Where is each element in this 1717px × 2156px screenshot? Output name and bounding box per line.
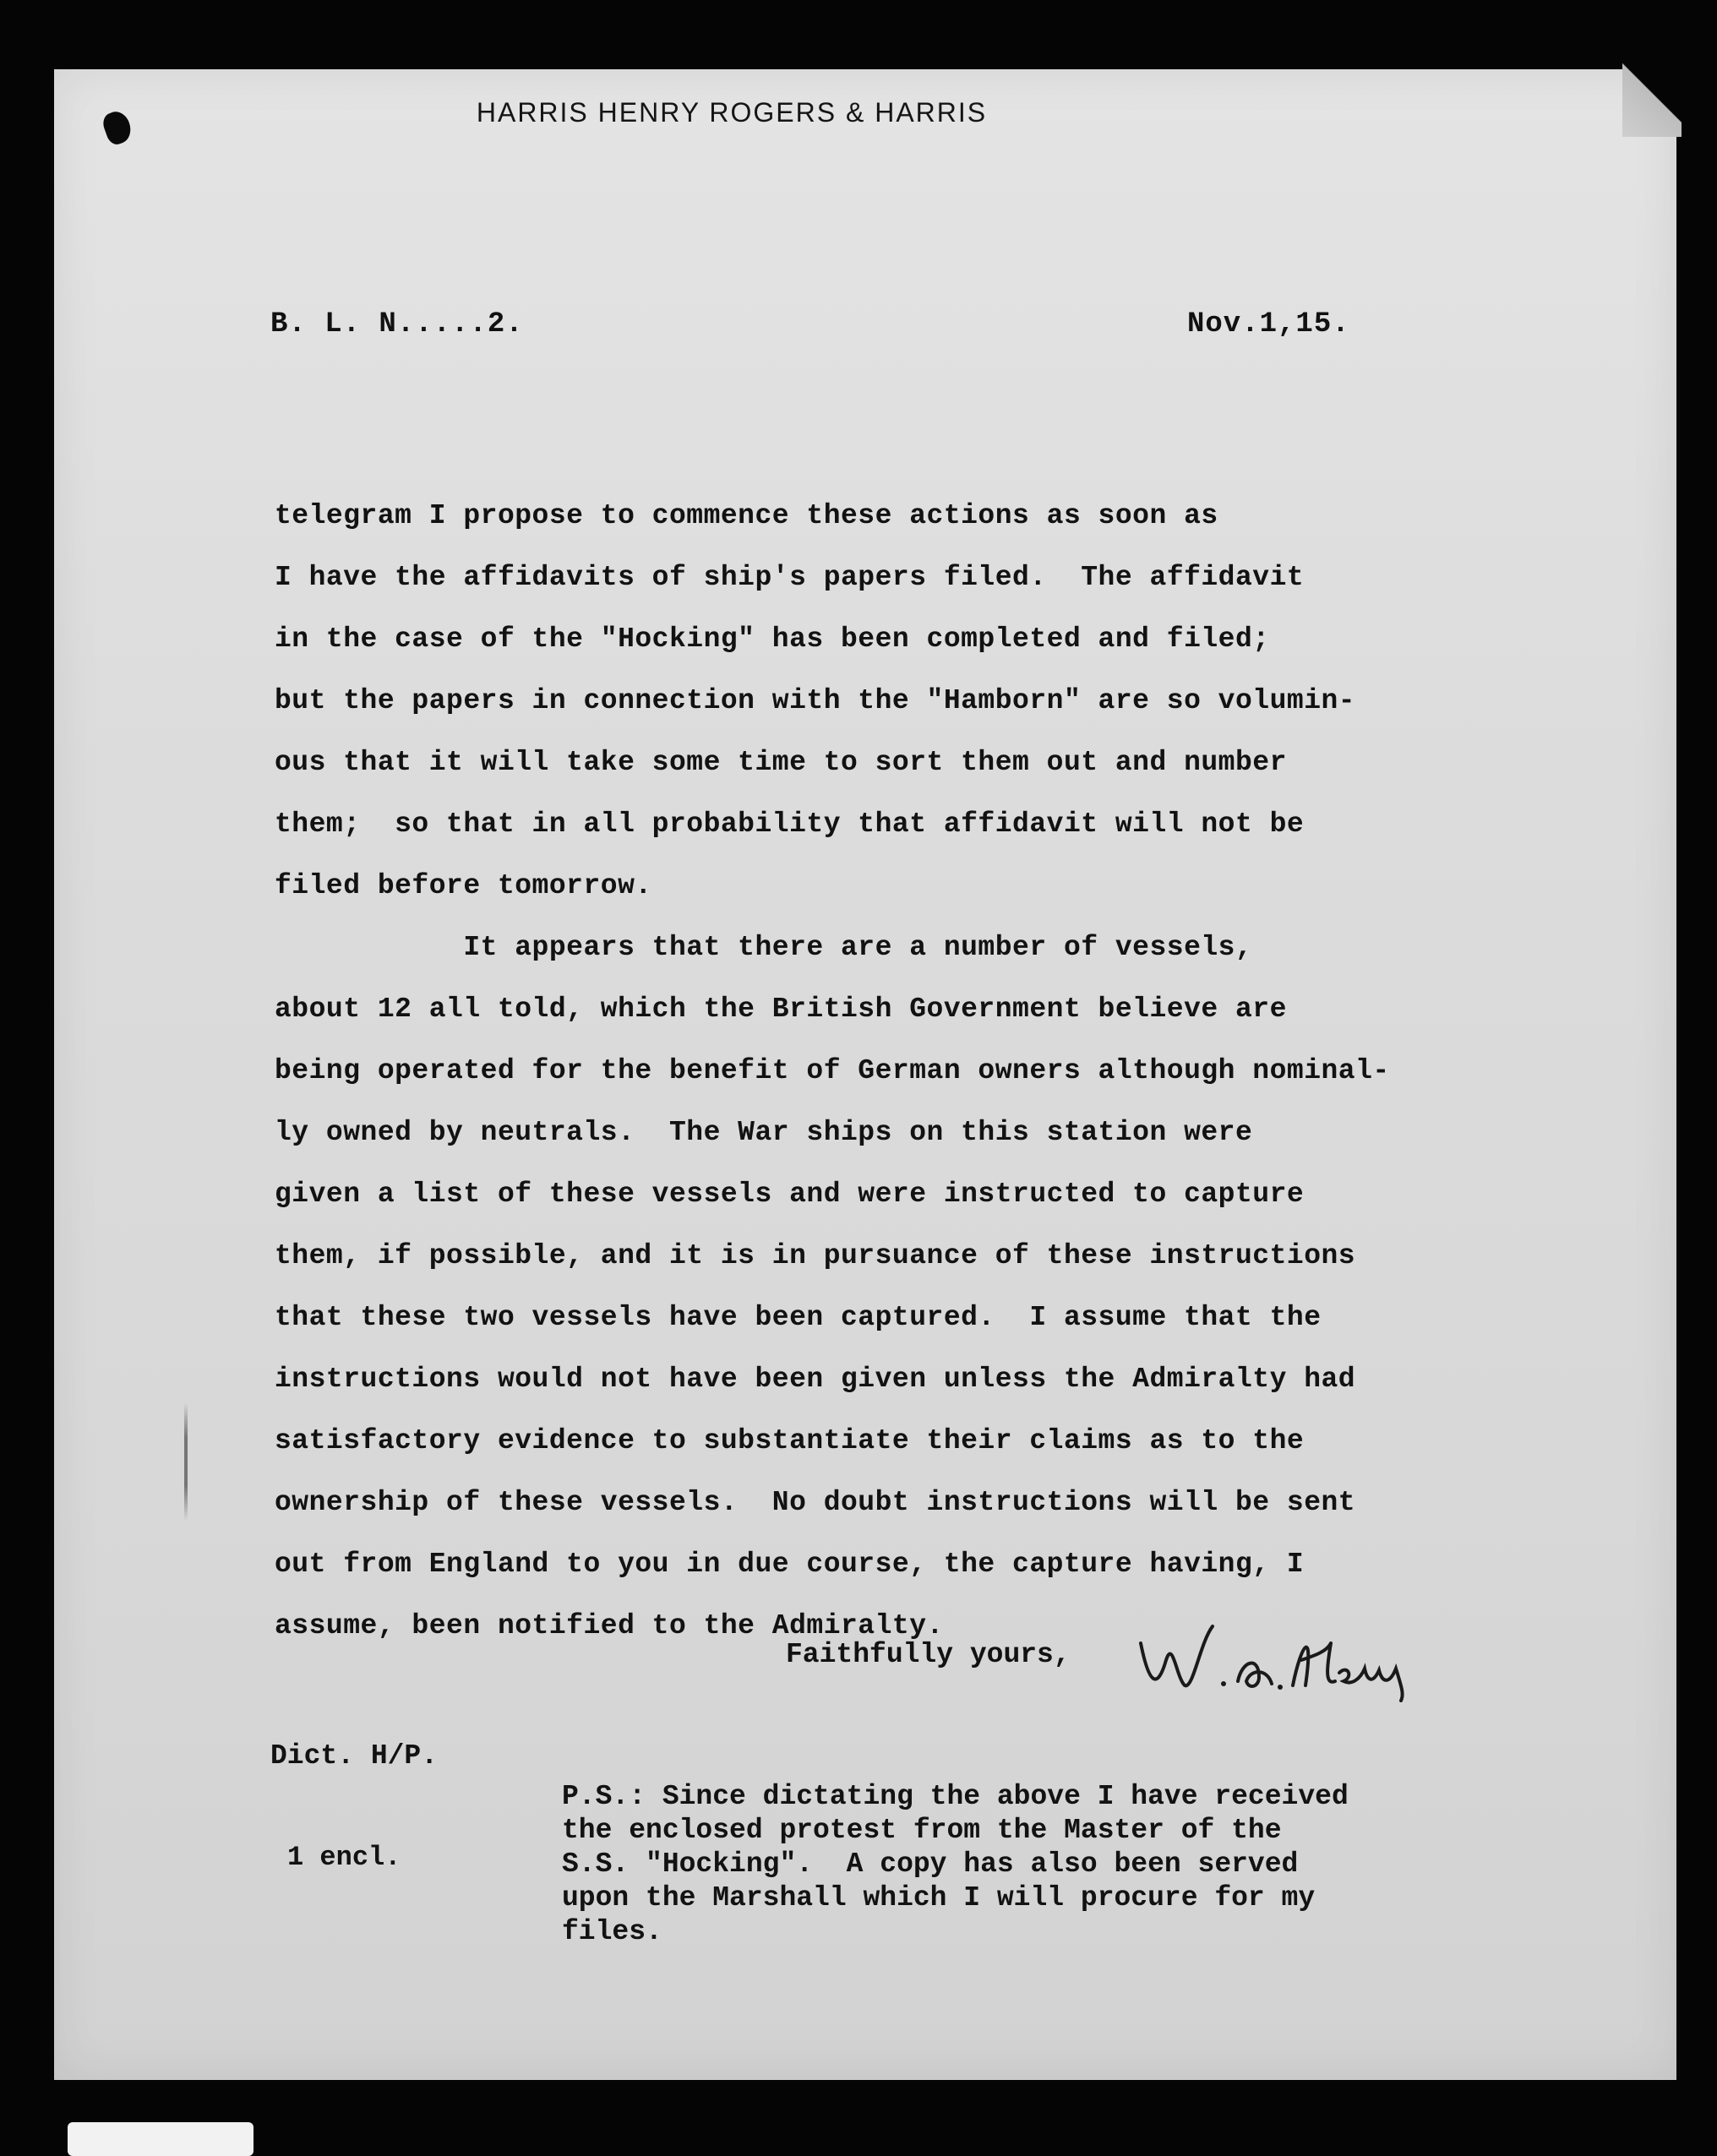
- enclosure-note: 1 encl.: [287, 1842, 401, 1873]
- body-line: that these two vessels have been captured. I assume that the: [275, 1302, 1322, 1333]
- body-line: in the case of the "Hocking" has been completed and filed;: [275, 623, 1270, 655]
- body-line: them, if possible, and it is in pursuance of these instructions: [275, 1240, 1356, 1271]
- postscript-line: upon the Marshall which I will procure for my: [562, 1882, 1316, 1914]
- margin-pencil-mark: [184, 1402, 188, 1521]
- postscript-line: S.S. "Hocking". A copy has also been served: [562, 1848, 1299, 1880]
- body-line: filed before tomorrow.: [275, 870, 652, 901]
- body-line: about 12 all told, which the British Government believe are: [275, 994, 1287, 1025]
- body-line: them; so that in all probability that affidavit will not be: [275, 808, 1305, 840]
- body-line: given a list of these vessels and were instructed to capture: [275, 1179, 1305, 1210]
- folded-corner: [1622, 61, 1682, 137]
- postscript-line: files.: [562, 1916, 662, 1947]
- body-line: ownership of these vessels. No doubt instructions will be sent: [275, 1487, 1356, 1518]
- body-line: ly owned by neutrals. The War ships on this station were: [275, 1117, 1253, 1148]
- body-line: being operated for the benefit of German owners although nominal-: [275, 1055, 1390, 1086]
- closing-salutation: Faithfully yours,: [786, 1639, 1071, 1670]
- body-line: out from England to you in due course, the capture having, I: [275, 1549, 1305, 1580]
- body-line: but the papers in connection with the "Hamborn" are so volumin-: [275, 685, 1356, 716]
- handwritten-signature: [1132, 1609, 1436, 1702]
- postscript-line: P.S.: Since dictating the above I have received: [562, 1781, 1349, 1812]
- letterhead: HARRIS HENRY ROGERS & HARRIS: [476, 97, 988, 128]
- dictation-initials: Dict. H/P.: [270, 1740, 439, 1772]
- body-line: instructions would not have been given unless the Admiralty had: [275, 1364, 1356, 1395]
- body-line: assume, been notified to the Admiralty.: [275, 1610, 944, 1642]
- body-line: It appears that there are a number of vessels,: [275, 932, 1253, 963]
- body-line: telegram I propose to commence these actions as soon as: [275, 500, 1218, 531]
- body-line: satisfactory evidence to substantiate their claims as to the: [275, 1425, 1305, 1456]
- film-frame-tab: [68, 2122, 253, 2156]
- reference-number: B. L. N.....2.: [270, 308, 524, 340]
- postscript-line: the enclosed protest from the Master of the: [562, 1815, 1282, 1846]
- letter-date: Nov.1,15.: [1187, 308, 1350, 340]
- body-line: ous that it will take some time to sort them out and number: [275, 747, 1287, 778]
- body-line: I have the affidavits of ship's papers filed. The affidavit: [275, 562, 1305, 593]
